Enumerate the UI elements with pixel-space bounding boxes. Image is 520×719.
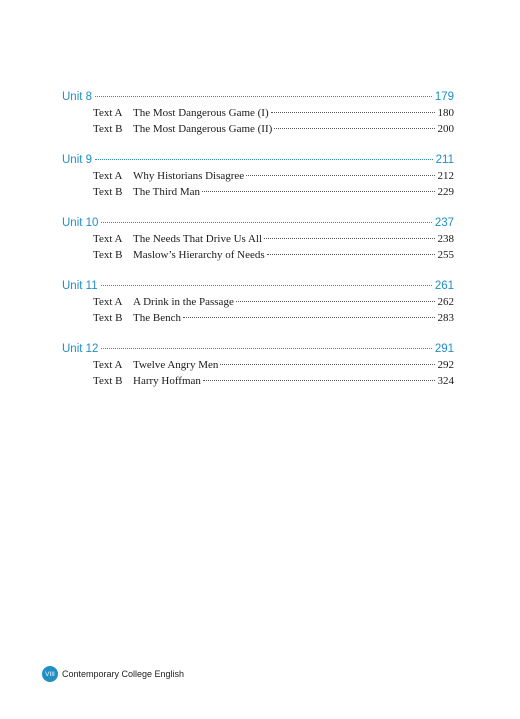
dot-leader — [101, 348, 431, 349]
unit-label: Unit 9 — [62, 154, 93, 166]
dot-leader — [95, 96, 432, 97]
text-label: Text B — [93, 311, 123, 324]
unit-label: Unit 10 — [62, 217, 99, 229]
text-label: Text B — [93, 248, 123, 261]
book-title: Contemporary College English — [62, 669, 185, 679]
text-title: The Most Dangerous Game (II) — [133, 122, 273, 135]
unit-heading[interactable] — [62, 280, 454, 296]
unit-section — [62, 343, 454, 390]
text-label: Text A — [93, 359, 123, 371]
dot-leader — [267, 254, 435, 255]
unit-label: Unit 8 — [62, 91, 93, 103]
text-title: The Most Dangerous Game (I) — [133, 107, 269, 119]
text-label: Text B — [93, 374, 123, 387]
text-title: Why Historians Disagree — [133, 170, 245, 182]
unit-page-number: 211 — [435, 154, 454, 166]
unit-page-number: 261 — [434, 280, 454, 292]
text-page-number: 229 — [437, 185, 454, 198]
page-number-badge: VIII — [42, 666, 58, 682]
text-page-number: 238 — [437, 233, 454, 245]
text-title: The Bench — [133, 311, 181, 324]
text-label: Text A — [93, 170, 123, 182]
unit-section — [62, 280, 454, 327]
text-title: Harry Hoffman — [133, 374, 201, 387]
unit-section — [62, 154, 454, 201]
unit-section — [62, 91, 454, 138]
unit-heading[interactable] — [62, 91, 454, 107]
unit-page-number: 237 — [434, 217, 454, 229]
text-label: Text A — [93, 233, 123, 245]
text-entry[interactable] — [62, 186, 454, 202]
text-title: The Needs That Drive Us All — [133, 233, 263, 245]
page-footer — [42, 666, 184, 682]
text-title: Twelve Angry Men — [133, 359, 219, 371]
text-page-number: 255 — [437, 248, 454, 261]
unit-page-number: 291 — [434, 343, 454, 355]
dot-leader — [264, 238, 434, 239]
dot-leader — [101, 222, 431, 223]
text-page-number: 180 — [437, 107, 454, 119]
text-label: Text A — [93, 107, 123, 119]
dot-leader — [220, 364, 434, 365]
text-entry[interactable] — [62, 123, 454, 139]
text-entry[interactable] — [62, 249, 454, 265]
unit-label: Unit 12 — [62, 343, 99, 355]
unit-page-number: 179 — [434, 91, 454, 103]
unit-heading[interactable] — [62, 154, 454, 170]
dot-leader — [271, 112, 435, 113]
text-page-number: 283 — [437, 311, 454, 324]
text-title: A Drink in the Passage — [133, 296, 234, 308]
text-entry[interactable] — [62, 296, 454, 312]
text-page-number: 262 — [437, 296, 454, 308]
table-of-contents — [62, 91, 454, 406]
text-title: Maslow’s Hierarchy of Needs — [133, 248, 265, 261]
dot-leader — [274, 128, 434, 129]
text-label: Text A — [93, 296, 123, 308]
dot-leader — [246, 175, 434, 176]
unit-heading[interactable] — [62, 217, 454, 233]
text-entry[interactable] — [62, 312, 454, 328]
dot-leader — [202, 191, 434, 192]
text-title: The Third Man — [133, 185, 201, 198]
text-page-number: 200 — [437, 122, 454, 135]
text-label: Text B — [93, 122, 123, 135]
dot-leader — [236, 301, 435, 302]
dot-leader — [95, 159, 433, 160]
dot-leader — [203, 380, 435, 381]
text-entry[interactable] — [62, 233, 454, 249]
unit-heading[interactable] — [62, 343, 454, 359]
dot-leader — [101, 285, 432, 286]
text-label: Text B — [93, 185, 123, 198]
text-page-number: 292 — [437, 359, 454, 371]
text-entry[interactable] — [62, 359, 454, 375]
text-page-number: 324 — [437, 374, 454, 387]
text-page-number: 212 — [437, 170, 454, 182]
text-entry[interactable] — [62, 375, 454, 391]
dot-leader — [183, 317, 435, 318]
unit-label: Unit 11 — [62, 280, 98, 292]
unit-section — [62, 217, 454, 264]
text-entry[interactable] — [62, 170, 454, 186]
text-entry[interactable] — [62, 107, 454, 123]
